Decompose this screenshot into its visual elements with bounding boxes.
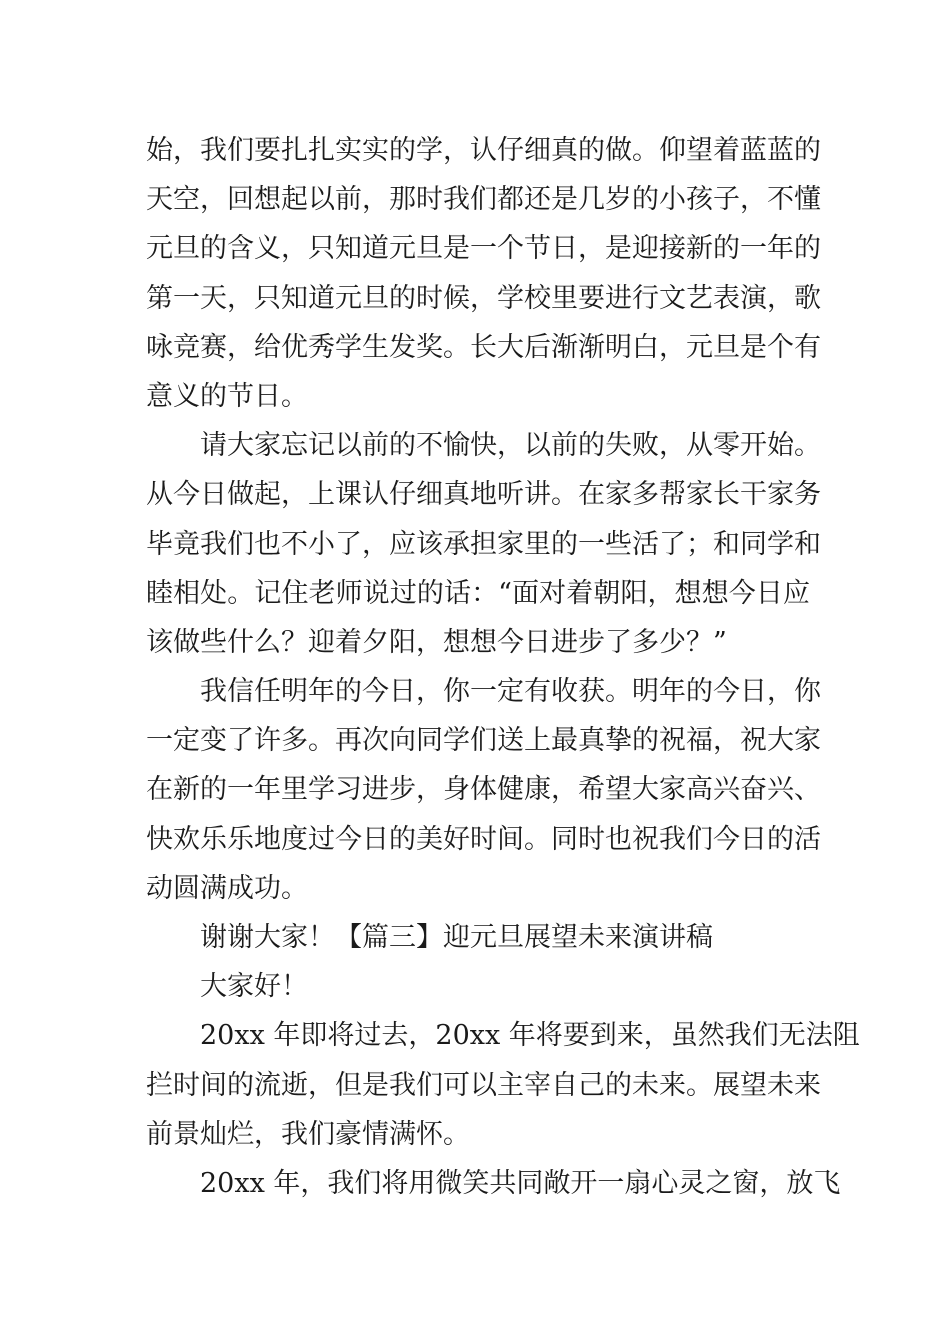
text-line: 一定变了许多。再次向同学们送上最真挚的祝福，祝大家 [146,725,821,757]
text-line: 天空，回想起以前，那时我们都还是几岁的小孩子，不懂 [146,184,821,216]
text-line: 拦时间的流逝，但是我们可以主宰自己的未来。展望未来 [146,1069,821,1101]
text-line: 毕竟我们也不小了，应该承担家里的一些活了；和同学和 [146,528,821,560]
text-line: 意义的节日。 [146,380,308,412]
text-line: 该做些什么？迎着夕阳，想想今日进步了多少？” [146,626,727,658]
text-line: 元旦的含义，只知道元旦是一个节日，是迎接新的一年的 [146,233,821,265]
text-line: 咏竞赛，给优秀学生发奖。长大后渐渐明白，元旦是个有 [146,331,821,363]
paragraph-start-line: 请大家忘记以前的不愉快，以前的失败，从零开始。 [200,430,821,462]
text-line: 从今日做起，上课认仔细真地听讲。在家多帮家长干家务 [146,479,821,511]
text-line: 始，我们要扎扎实实的学，认仔细真的做。仰望着蓝蓝的 [146,135,821,166]
text-line: 动圆满成功。 [146,872,308,904]
section-heading-line: 谢谢大家！【篇三】迎元旦展望未来演讲稿 [200,922,713,953]
paragraph-start-line: 20xx 年即将过去，20xx 年将要到来，虽然我们无法阻 [200,1020,860,1052]
text-line: 睦相处。记住老师说过的话：“面对着朝阳，想想今日应 [146,577,810,609]
text-line: 快欢乐乐地度过今日的美好时间。同时也祝我们今日的活 [146,823,821,855]
body-text [146,126,860,1208]
greeting-line: 大家好！ [200,971,308,1003]
paragraph-start-line: 我信任明年的今日，你一定有收获。明年的今日，你 [200,676,821,708]
paragraph-start-line: 20xx 年，我们将用微笑共同敞开一扇心灵之窗，放飞 [200,1167,841,1199]
text-line: 第一天，只知道元旦的时候，学校里要进行文艺表演，歌 [146,282,821,314]
text-line: 在新的一年里学习进步，身体健康，希望大家高兴奋兴、 [146,774,821,806]
text-line: 前景灿烂，我们豪情满怀。 [146,1118,470,1150]
